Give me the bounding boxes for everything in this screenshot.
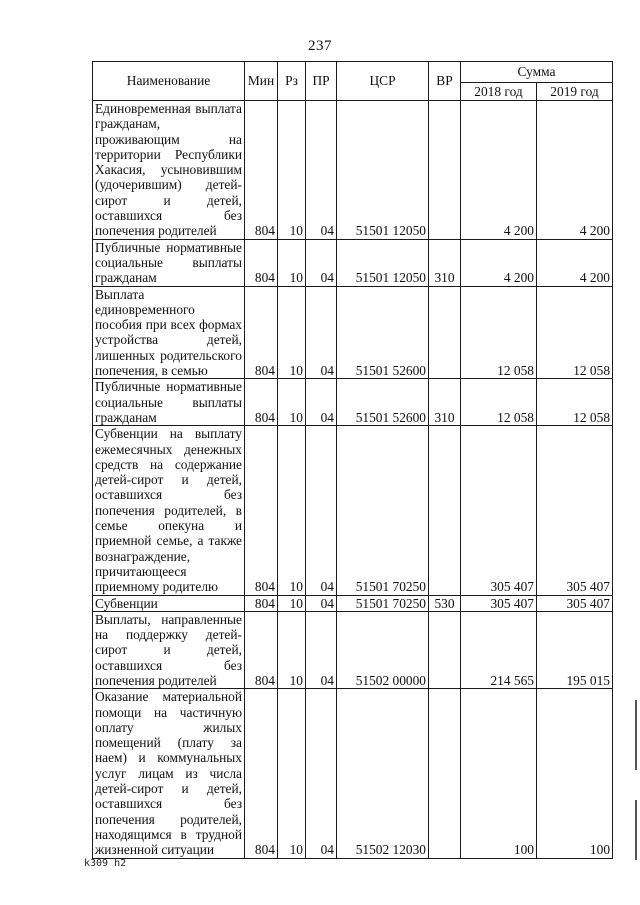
row-name: Публичные нормативные социальные выплаты гражданам — [93, 239, 245, 286]
row-sum-2018: 4 200 — [461, 101, 537, 240]
footer-code: k309 h2 — [84, 858, 127, 869]
budget-table — [92, 61, 613, 859]
header-min: Мин — [245, 62, 278, 101]
row-vr — [429, 101, 461, 240]
header-name: Наименование — [93, 62, 245, 101]
row-sum-2019: 4 200 — [537, 239, 613, 286]
row-min: 804 — [245, 426, 278, 595]
row-sum-2019: 195 015 — [537, 611, 613, 688]
row-sum-2019: 12 058 — [537, 286, 613, 379]
row-name: Публичные нормативные социальные выплаты гражданам — [93, 379, 245, 426]
table-row — [93, 689, 613, 858]
row-pr: 04 — [306, 689, 337, 858]
row-vr: 530 — [429, 595, 461, 611]
row-vr — [429, 611, 461, 688]
table-row — [93, 286, 613, 379]
row-csr: 51501 52600 — [337, 379, 429, 426]
row-name: Субвенции — [93, 595, 245, 611]
row-csr: 51501 12050 — [337, 101, 429, 240]
scan-edge-mark — [635, 700, 637, 770]
row-sum-2018: 4 200 — [461, 239, 537, 286]
table-row — [93, 239, 613, 286]
row-vr — [429, 689, 461, 858]
row-sum-2018: 214 565 — [461, 611, 537, 688]
row-rz: 10 — [278, 101, 306, 240]
header-row — [93, 62, 613, 83]
row-vr: 310 — [429, 379, 461, 426]
row-sum-2019: 100 — [537, 689, 613, 858]
row-sum-2018: 305 407 — [461, 595, 537, 611]
row-pr: 04 — [306, 286, 337, 379]
row-csr: 51501 12050 — [337, 239, 429, 286]
header-year-2018: 2018 год — [461, 83, 537, 101]
row-pr: 04 — [306, 426, 337, 595]
row-sum-2019: 4 200 — [537, 101, 613, 240]
row-csr: 51501 70250 — [337, 426, 429, 595]
row-csr: 51502 00000 — [337, 611, 429, 688]
row-pr: 04 — [306, 379, 337, 426]
row-pr: 04 — [306, 595, 337, 611]
table-row — [93, 379, 613, 426]
header-sum: Сумма — [461, 62, 613, 83]
row-csr: 51501 52600 — [337, 286, 429, 379]
row-min: 804 — [245, 239, 278, 286]
row-sum-2019: 305 407 — [537, 595, 613, 611]
row-rz: 10 — [278, 239, 306, 286]
row-name: Выплаты, направленные на поддержку детей-сирот и детей, оставшихся без попечения родителей — [93, 611, 245, 688]
row-rz: 10 — [278, 611, 306, 688]
scan-edge-mark — [635, 800, 637, 860]
row-min: 804 — [245, 286, 278, 379]
row-min: 804 — [245, 595, 278, 611]
header-vr: ВР — [429, 62, 461, 101]
row-rz: 10 — [278, 689, 306, 858]
row-rz: 10 — [278, 426, 306, 595]
table-row — [93, 426, 613, 595]
header-pr: ПР — [306, 62, 337, 101]
header-rz: Рз — [278, 62, 306, 101]
row-name: Выплата единовременного пособия при всех формах устройства детей, лишенных родительского попечения, в семью — [93, 286, 245, 379]
row-rz: 10 — [278, 595, 306, 611]
row-sum-2019: 305 407 — [537, 426, 613, 595]
row-csr: 51501 70250 — [337, 595, 429, 611]
header-csr: ЦСР — [337, 62, 429, 101]
row-min: 804 — [245, 611, 278, 688]
row-min: 804 — [245, 379, 278, 426]
row-sum-2019: 12 058 — [537, 379, 613, 426]
row-name: Единовременная выплата гражданам, проживающим на территории Республики Хакасия, усыновившим (удочерившим) детей-сирот и детей, оставшихся без попечения родителей — [93, 101, 245, 240]
row-pr: 04 — [306, 239, 337, 286]
row-rz: 10 — [278, 286, 306, 379]
row-name: Оказание материальной помощи на частичную оплату жилых помещений (плату за наем) и коммунальных услуг лицам из числа детей-сирот и детей, оставшихся без попечения родителей, находящимся в трудной жизненной ситуации — [93, 689, 245, 858]
row-sum-2018: 12 058 — [461, 286, 537, 379]
table-row — [93, 101, 613, 240]
row-csr: 51502 12030 — [337, 689, 429, 858]
page-number: 237 — [308, 38, 332, 54]
row-pr: 04 — [306, 611, 337, 688]
table-row — [93, 595, 613, 611]
row-vr: 310 — [429, 239, 461, 286]
row-name: Субвенции на выплату ежемесячных денежных средств на содержание детей-сирот и детей, оставшихся без попечения родителей, в семье опекуна и приемной семье, а также вознаграждение, причитающееся приемному родителю — [93, 426, 245, 595]
row-sum-2018: 100 — [461, 689, 537, 858]
header-year-2019: 2019 год — [537, 83, 613, 101]
row-vr — [429, 426, 461, 595]
row-rz: 10 — [278, 379, 306, 426]
row-min: 804 — [245, 101, 278, 240]
row-pr: 04 — [306, 101, 337, 240]
row-sum-2018: 12 058 — [461, 379, 537, 426]
row-vr — [429, 286, 461, 379]
table-row — [93, 611, 613, 688]
row-min: 804 — [245, 689, 278, 858]
row-sum-2018: 305 407 — [461, 426, 537, 595]
